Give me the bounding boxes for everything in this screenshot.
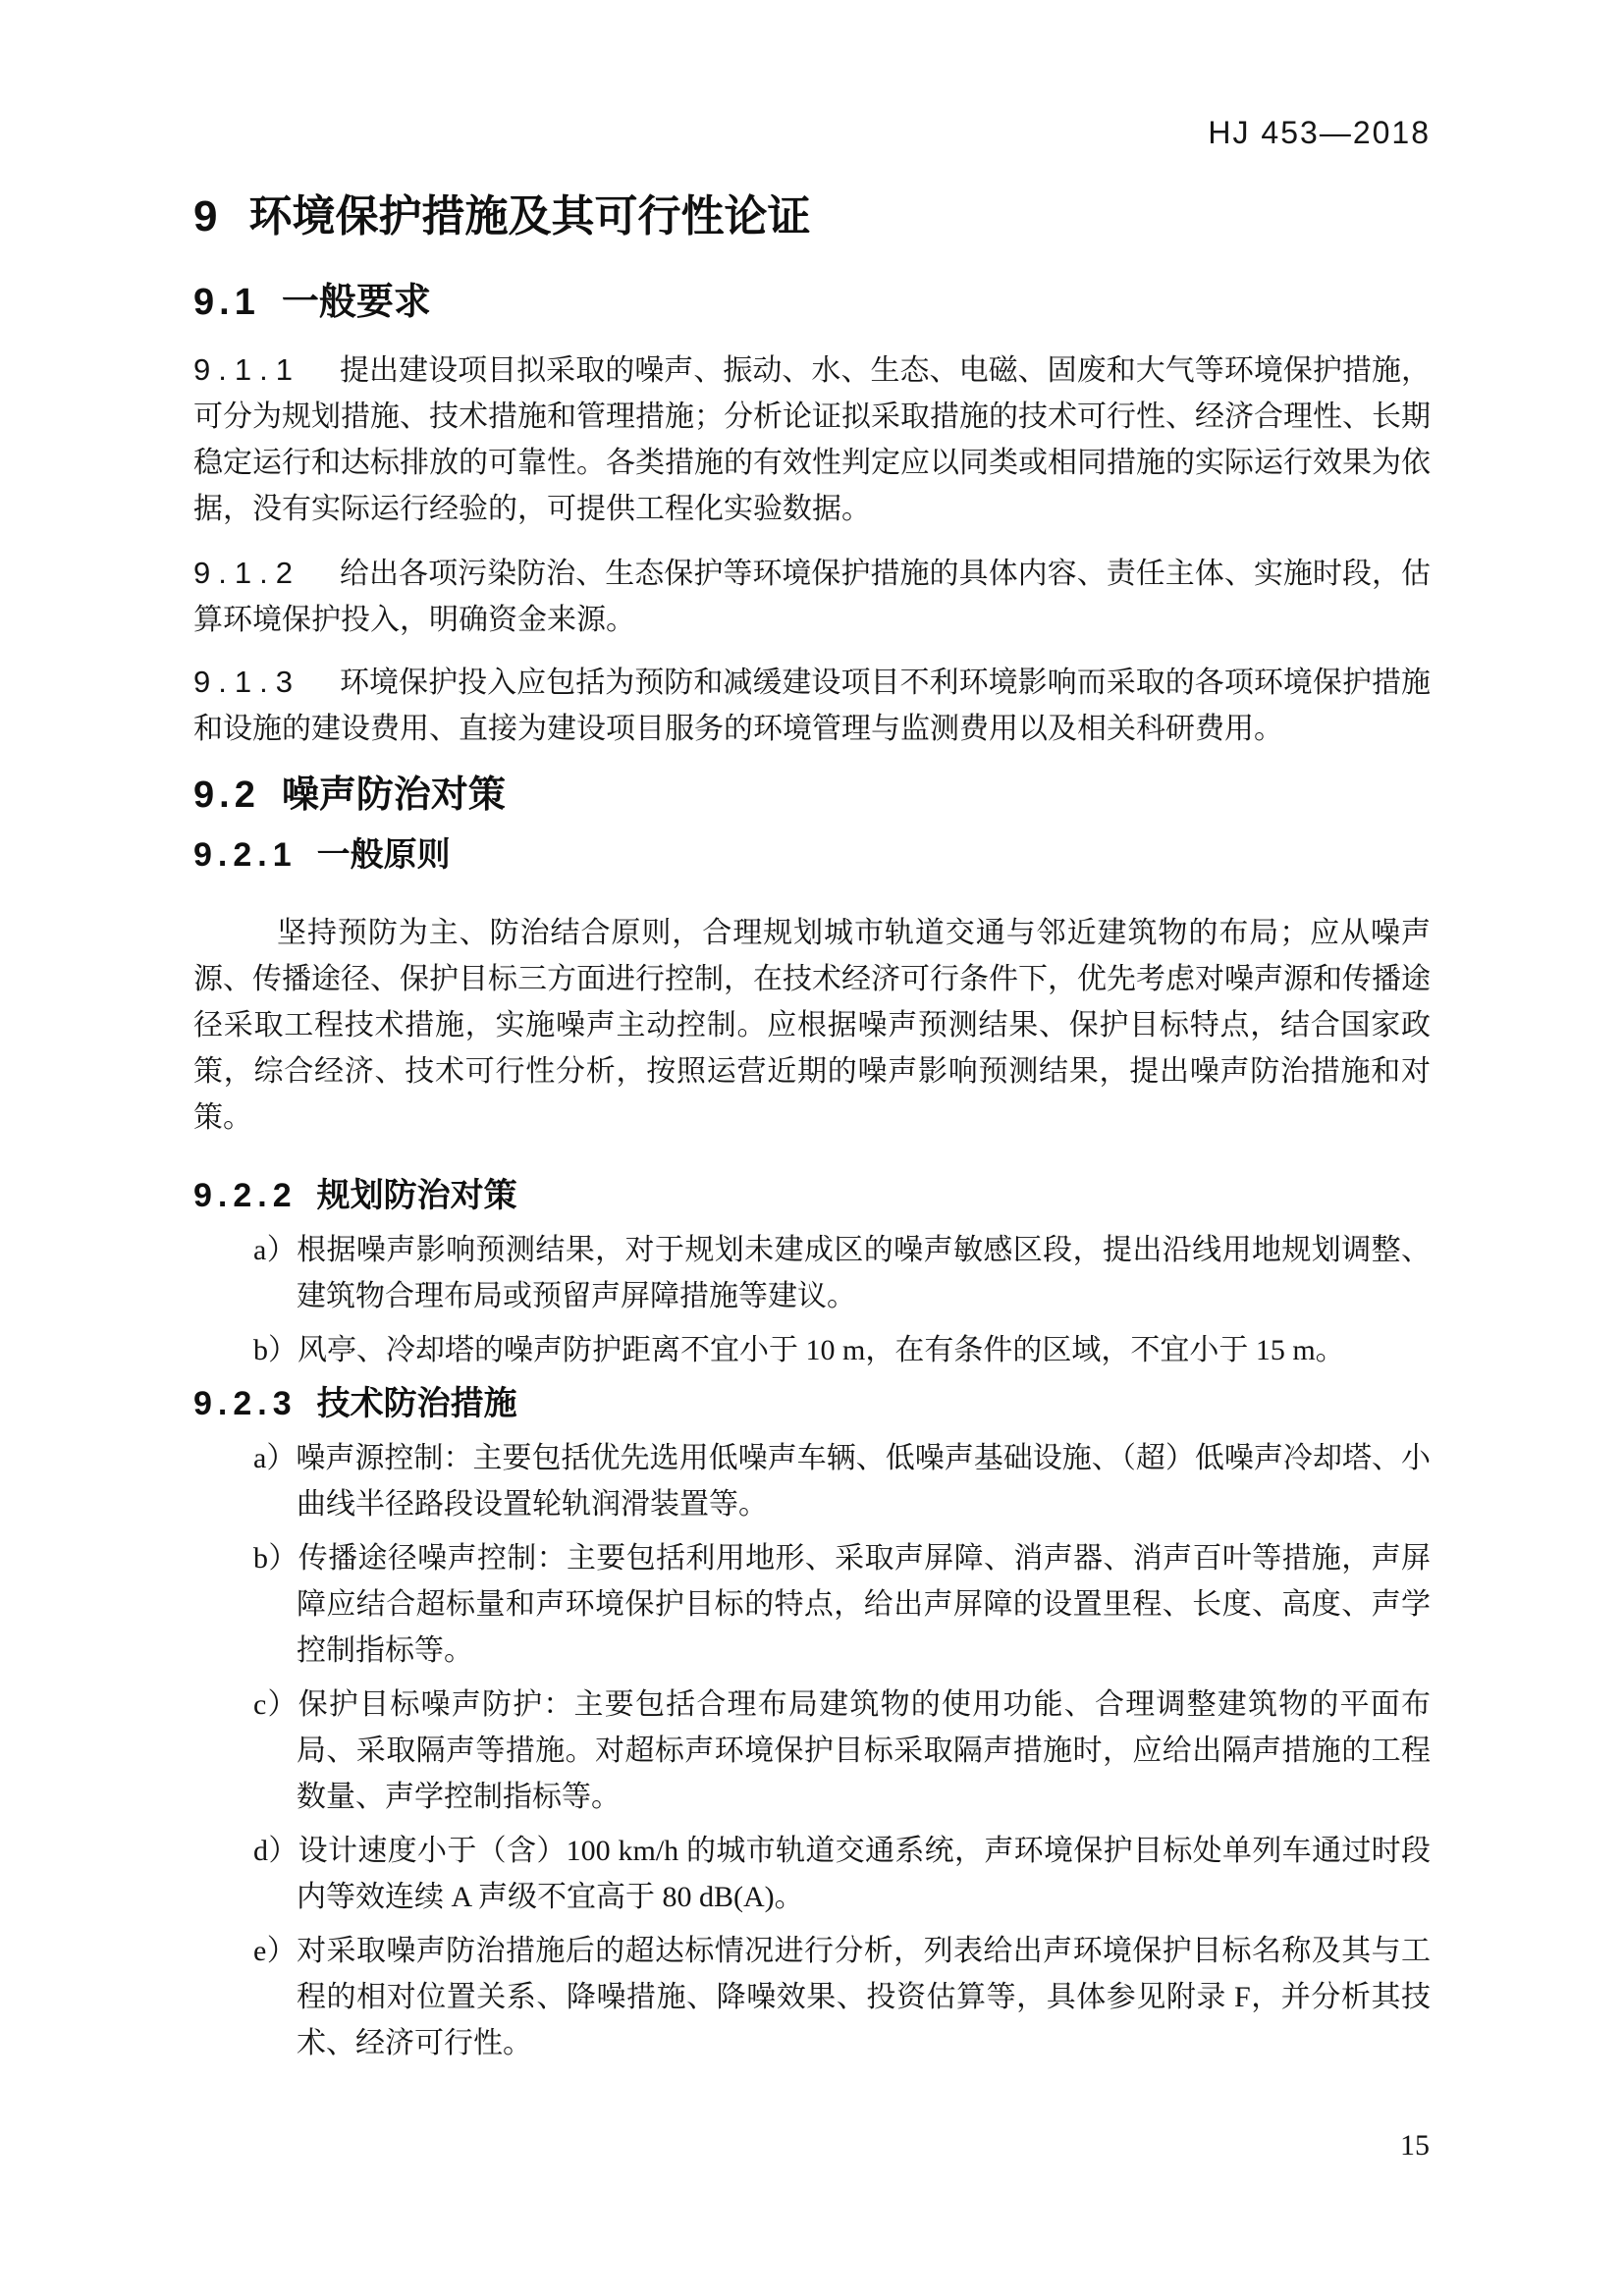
page-number: 15: [1400, 2129, 1430, 2162]
chapter-title: 环境保护措施及其可行性论证: [248, 192, 811, 240]
section-title: 一般要求: [281, 282, 431, 323]
clause-number: 9.1.3: [193, 665, 300, 699]
list-marker: b）: [253, 1334, 298, 1366]
list-item-text: 风亭、冷却塔的噪声防护距离不宜小于 10 m，在有条件的区域，不宜小于 15 m。: [298, 1334, 1345, 1366]
subsection-heading-9-2-3: [193, 1385, 1431, 1422]
list-item-text: 根据噪声影响预测结果，对于规划未建成区的噪声敏感区段，提出沿线用地规划调整、建筑物合理布局或预留声屏障措施等建议。: [297, 1234, 1431, 1312]
list-9-2-2: [193, 1227, 1431, 1373]
section-heading-9-1: [193, 283, 1431, 322]
list-item-b: [193, 1327, 1431, 1373]
subsection-number: 9.2.1: [193, 836, 298, 874]
clause-number: 9.1.1: [193, 352, 300, 387]
doc-code: HJ 453—2018: [1208, 115, 1431, 150]
section-heading-9-2: [193, 775, 1431, 815]
list-marker: a）: [253, 1442, 297, 1474]
clause-9-1-3: [193, 659, 1431, 752]
subsection-heading-9-2-1: [193, 836, 1431, 874]
clause-9-1-1: [193, 347, 1431, 532]
list-item-c: [193, 1682, 1431, 1820]
list-item-text: 保护目标噪声防护：主要包括合理布局建筑物的使用功能、合理调整建筑物的平面布局、采取隔声等措施。对超标声环境保护目标采取隔声措施时，应给出隔声措施的工程数量、声学控制指标等。: [297, 1688, 1432, 1813]
list-item-text: 传播途径噪声控制：主要包括利用地形、采取声屏障、消声器、消声百叶等措施，声屏障应结合超标量和声环境保护目标的特点，给出声屏障的设置里程、长度、高度、声学控制指标等。: [297, 1542, 1431, 1667]
subsection-heading-9-2-2: [193, 1177, 1431, 1214]
list-9-2-3: [193, 1435, 1431, 2066]
list-item-text: 噪声源控制：主要包括优先选用低噪声车辆、低噪声基础设施、（超）低噪声冷却塔、小曲线半径路段设置轮轨润滑装置等。: [296, 1442, 1431, 1521]
chapter-heading: [193, 194, 1431, 240]
list-item-a: [193, 1435, 1431, 1527]
paragraph-9-2-1: 坚持预防为主、防治结合原则，合理规划城市轨道交通与邻近建筑物的布局；应从噪声源、传播途径、保护目标三方面进行控制，在技术经济可行条件下，优先考虑对噪声源和传播途径采取工程技术措施，实施噪声主动控制。应根据噪声预测结果、保护目标特点，结合国家政策，综合经济、技术可行性分析，按照运营近期的噪声影响预测结果，提出噪声防治措施和对策。: [193, 917, 1431, 1134]
subsection-title: 一般原则: [316, 836, 451, 874]
doc-header: [193, 0, 1431, 150]
clause-9-1-2: [193, 550, 1431, 643]
list-item-text: 对采取噪声防治措施后的超达标情况进行分析，列表给出声环境保护目标名称及其与工程的相对位置关系、降噪措施、降噪效果、投资估算等，具体参见附录 F，并分析其技术、经济可行性。: [297, 1935, 1431, 2059]
subsection-number: 9.2.2: [193, 1177, 298, 1214]
section-title: 噪声防治对策: [281, 774, 506, 816]
list-item-e: [193, 1928, 1431, 2066]
list-marker: b）: [253, 1542, 298, 1575]
list-marker: c）: [253, 1688, 298, 1721]
list-marker: a）: [253, 1234, 298, 1266]
chapter-number: 9: [193, 192, 220, 240]
subsection-number: 9.2.3: [193, 1385, 298, 1422]
clause-number: 9.1.2: [193, 556, 300, 590]
list-item-text: 设计速度小于（含）100 km/h 的城市轨道交通系统，声环境保护目标处单列车通过时段内等效连续 A 声级不宜高于 80 dB(A)。: [297, 1835, 1432, 1913]
list-marker: d）: [253, 1835, 298, 1867]
subsection-title: 技术防治措施: [316, 1385, 517, 1422]
clause-text: 给出各项污染防治、生态保护等环境保护措施的具体内容、责任主体、实施时段，估算环境保护投入，明确资金来源。: [193, 558, 1431, 636]
clause-text: 环境保护投入应包括为预防和减缓建设项目不利环境影响而采取的各项环境保护措施和设施的建设费用、直接为建设项目服务的环境管理与监测费用以及相关科研费用。: [193, 667, 1431, 745]
list-item-d: [193, 1828, 1431, 1920]
page-content: [193, 0, 1431, 2066]
clause-text: 提出建设项目拟采取的噪声、振动、水、生态、电磁、固废和大气等环境保护措施，可分为规划措施、技术措施和管理措施；分析论证拟采取措施的技术可行性、经济合理性、长期稳定运行和达标排放的可靠性。各类措施的有效性判定应以同类或相同措施的实际运行效果为依据，没有实际运行经验的，可提供工程化实验数据。: [193, 354, 1431, 525]
subsection-title: 规划防治对策: [316, 1177, 517, 1214]
list-item-b: [193, 1535, 1431, 1674]
section-number: 9.1: [193, 282, 260, 323]
section-number: 9.2: [193, 774, 260, 816]
list-marker: e）: [253, 1935, 298, 1967]
list-item-a: [193, 1227, 1431, 1319]
